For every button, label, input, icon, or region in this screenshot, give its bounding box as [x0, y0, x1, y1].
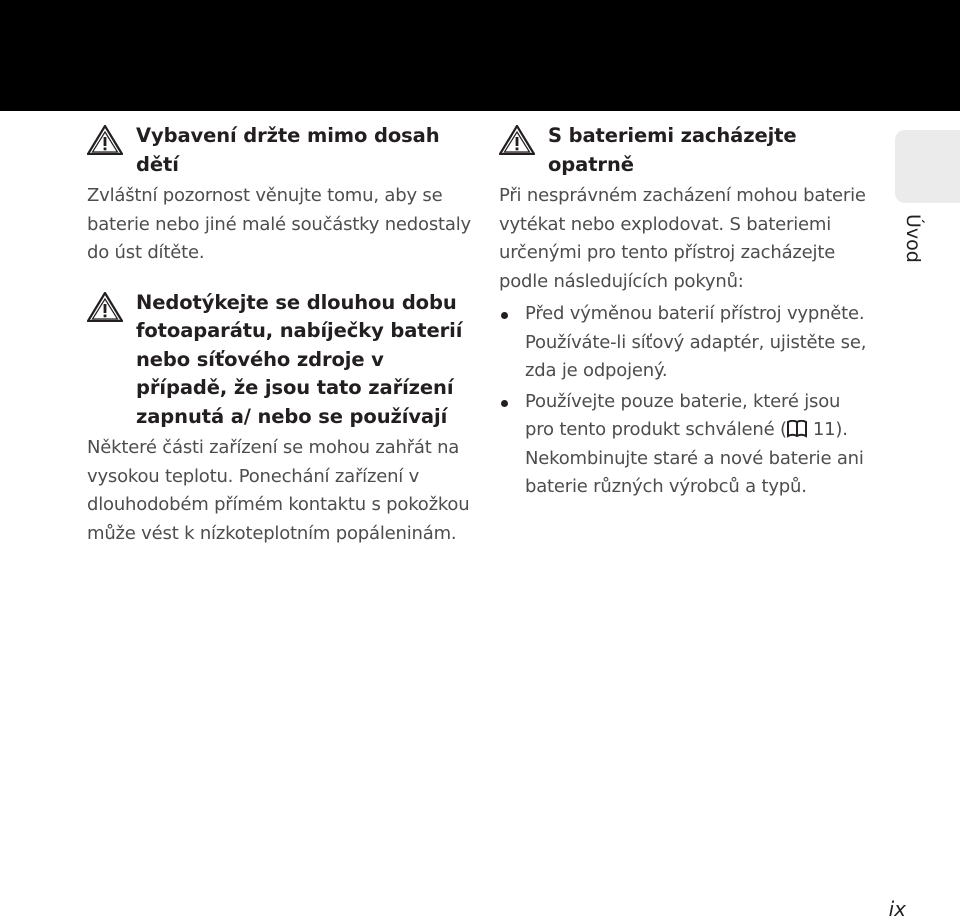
- section-body: Některé části zařízení se mohou zahřát na vysokou teplotu. Ponechání zařízení v dlouhodobém přímém kontaktu s pokožkou může vést k nízkoteplotním popáleninám.: [87, 437, 470, 544]
- warning-section-heat: [87, 289, 475, 549]
- top-black-bar: [0, 0, 960, 111]
- bullet-dot-icon: [501, 312, 508, 319]
- warning-triangle-icon: [499, 125, 535, 155]
- chapter-tab-label: Úvod: [902, 214, 924, 263]
- section-heading: Nedotýkejte se dlouhou dobu fotoaparátu, nabíječky baterií nebo síťového zdroje v případě, že jsou tato zařízení zapnutá a/ nebo se používají: [136, 290, 463, 428]
- section-body: Při nesprávném zacházení mohou baterie vytékat nebo explodovat. S bateriemi určenými pro tento přístroj zacházejte podle následujících pokynů:: [499, 185, 866, 292]
- list-item-text-after: ). Nekombinujte staré a nové baterie ani baterie různých výrobců a typů.: [525, 419, 864, 497]
- warning-heading: [499, 122, 871, 179]
- page-reference: 11: [812, 419, 836, 440]
- list-item: [499, 300, 871, 386]
- warning-section-children: [87, 122, 475, 268]
- list-item: [499, 388, 871, 502]
- book-icon: [787, 420, 807, 438]
- list-item-text-before: Používejte pouze baterie, které jsou pro tento produkt schválené (: [525, 390, 841, 440]
- bullet-dot-icon: [501, 400, 508, 407]
- warning-triangle-icon: [87, 292, 123, 322]
- section-body: Zvláštní pozornost věnujte tomu, aby se baterie nebo jiné malé součástky nedostaly do úst dítěte.: [87, 185, 471, 263]
- section-heading: Vybavení držte mimo dosah dětí: [136, 124, 440, 176]
- section-heading: S bateriemi zacházejte opatrně: [548, 124, 797, 176]
- battery-instructions-list: [499, 300, 871, 502]
- chapter-tab: [895, 130, 960, 203]
- warning-heading: [87, 122, 475, 179]
- right-column: [499, 122, 871, 504]
- page-number: ix: [888, 897, 906, 921]
- warning-heading: [87, 289, 475, 432]
- left-column: [87, 122, 475, 569]
- warning-triangle-icon: [87, 125, 123, 155]
- list-item-text: Před výměnou baterií přístroj vypněte. Používáte-li síťový adaptér, ujistěte se, zda je odpojený.: [525, 303, 867, 381]
